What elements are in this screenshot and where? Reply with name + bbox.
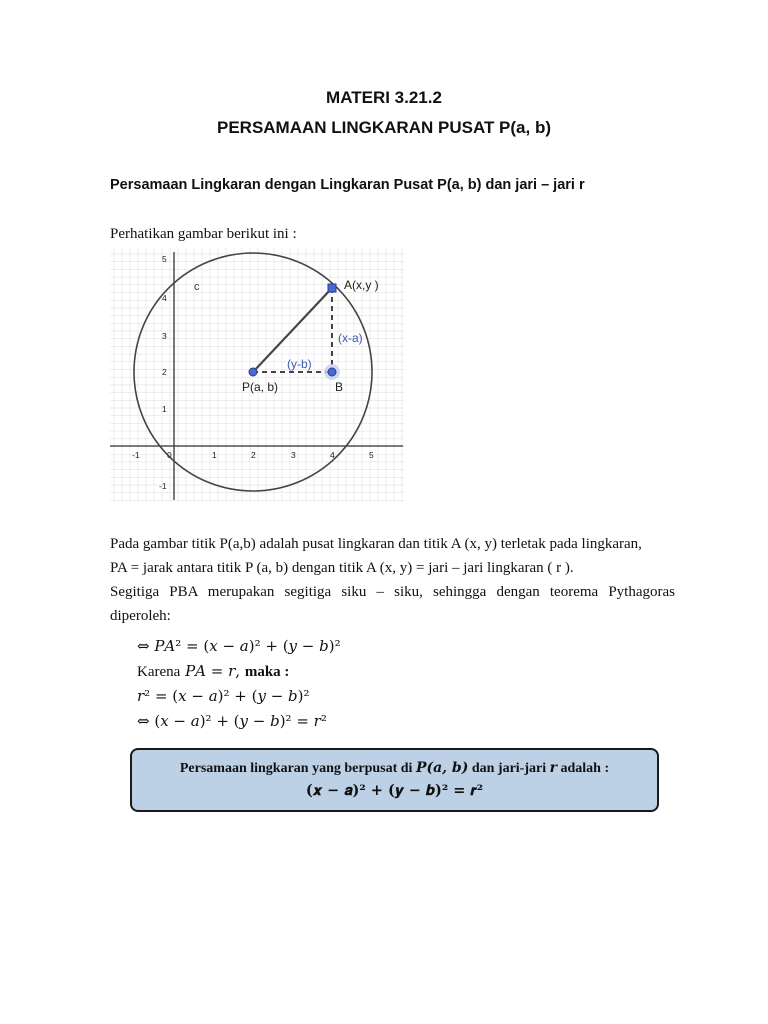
y-tick-1: 1: [162, 404, 167, 414]
y-tick-4: 4: [162, 293, 167, 303]
point-a-label: A(x,y ): [344, 278, 379, 292]
paragraph-line: Segitiga PBA merupakan segitiga siku – siku, sehingga dengan teorema Pythagoras diperoleh:: [110, 584, 675, 624]
point-p-label: P(a, b): [242, 380, 279, 394]
x-tick-1: 1: [212, 450, 217, 460]
result-equation: (𝒙 − 𝒂)² + (𝒚 − 𝒃)² = 𝒓²: [305, 782, 484, 799]
result-center: 𝑷(𝒂, 𝒃): [415, 760, 469, 776]
formula-r-squared: 𝑟² = (𝑥 − 𝑎)² + (𝑦 − 𝑏)²: [137, 687, 310, 705]
explanation-paragraph: [110, 532, 675, 628]
y-tick-5: 5: [162, 254, 167, 264]
origin-label: 0: [167, 450, 172, 460]
x-tick-neg1: -1: [132, 450, 140, 460]
page-title: MATERI 3.21.2: [326, 88, 442, 107]
circle-diagram: [110, 248, 404, 502]
formula-karena: [137, 659, 341, 685]
section-heading: Persamaan Lingkaran dengan Lingkaran Pusat P(a, b) dan jari – jari r: [110, 177, 585, 193]
paragraph-line: Pada gambar titik P(a,b) adalah pusat lingkaran dan titik A (x, y) terletak pada lingkaran,: [110, 536, 642, 552]
math-pa-r: 𝑃𝐴 = 𝑟,: [185, 661, 241, 680]
formula-circle-equation: ⇔ (𝑥 − 𝑎)² + (𝑦 − 𝑏)² = 𝑟²: [137, 711, 327, 730]
result-statement: [132, 760, 657, 777]
point-p-marker: [249, 368, 257, 376]
x-tick-5: 5: [369, 450, 374, 460]
y-tick-neg1: -1: [159, 481, 167, 491]
x-tick-3: 3: [291, 450, 296, 460]
derivation: [137, 634, 341, 733]
paragraph-line: PA = jarak antara titik P (a, b) dengan titik A (x, y) = jari – jari lingkaran ( r ).: [110, 560, 574, 576]
x-tick-4: 4: [330, 450, 335, 460]
page-subtitle: PERSAMAAN LINGKARAN PUSAT P(a, b): [216, 118, 552, 137]
segment-xa-label: (x-a): [338, 331, 363, 345]
point-a-marker: [328, 284, 336, 292]
x-tick-2: 2: [251, 450, 256, 460]
intro-text: Perhatikan gambar berikut ini :: [110, 226, 297, 242]
y-tick-3: 3: [162, 331, 167, 341]
word-maka: maka :: [244, 663, 290, 680]
result-text-c: adalah :: [560, 761, 610, 776]
word-karena: Karena: [137, 663, 181, 680]
point-b-marker: [328, 368, 336, 376]
result-text-a: Persamaan lingkaran yang berpusat di: [179, 761, 413, 776]
point-b-label: B: [335, 380, 344, 394]
formula-pythagoras: ⇔ 𝑃𝐴² = (𝑥 − 𝑎)² + (𝑦 − 𝑏)²: [137, 637, 341, 655]
segment-yb-label: (y-b): [287, 357, 312, 371]
result-radius: 𝒓: [549, 760, 557, 776]
result-box: [130, 748, 659, 812]
y-tick-2: 2: [162, 367, 167, 377]
result-text-b: dan jari-jari: [471, 761, 547, 776]
circle-label: c: [194, 281, 200, 293]
